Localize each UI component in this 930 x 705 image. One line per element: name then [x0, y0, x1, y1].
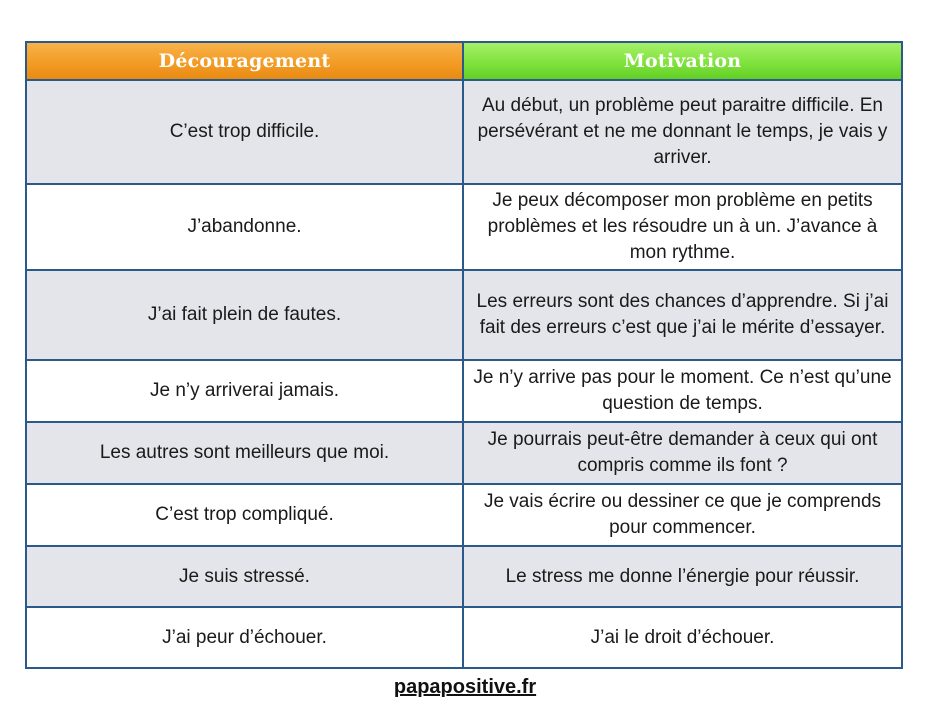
- motivation-cell: Je pourrais peut-être demander à ceux qui ont compris comme ils font ?: [463, 422, 902, 484]
- motivation-cell: Je vais écrire ou dessiner ce que je comprends pour commencer.: [463, 484, 902, 546]
- table-row: [26, 484, 902, 546]
- discouragement-cell: J’ai peur d’échouer.: [26, 607, 463, 668]
- table-row: [26, 607, 902, 668]
- motivation-cell: Je n’y arrive pas pour le moment. Ce n’est qu’une question de temps.: [463, 360, 902, 422]
- table-row: [26, 270, 902, 360]
- header-motivation: Motivation: [463, 42, 902, 80]
- comparison-table-container: [25, 41, 901, 669]
- discouragement-cell: Je suis stressé.: [26, 546, 463, 607]
- table-row: [26, 422, 902, 484]
- header-row: [26, 42, 902, 80]
- motivation-cell: Les erreurs sont des chances d’apprendre. Si j’ai fait des erreurs c’est que j’ai le mérite d’essayer.: [463, 270, 902, 360]
- table-row: [26, 546, 902, 607]
- discouragement-cell: C’est trop difficile.: [26, 80, 463, 184]
- discouragement-cell: J’ai fait plein de fautes.: [26, 270, 463, 360]
- motivation-cell: J’ai le droit d’échouer.: [463, 607, 902, 668]
- header-discouragement: Découragement: [26, 42, 463, 80]
- motivation-cell: Le stress me donne l’énergie pour réussir.: [463, 546, 902, 607]
- discouragement-cell: J’abandonne.: [26, 184, 463, 270]
- motivation-cell: Je peux décomposer mon problème en petits problèmes et les résoudre un à un. J’avance à mon rythme.: [463, 184, 902, 270]
- website-link[interactable]: papapositive.fr: [393, 676, 537, 698]
- discouragement-cell: Je n’y arriverai jamais.: [26, 360, 463, 422]
- table-row: [26, 80, 902, 184]
- discouragement-cell: Les autres sont meilleurs que moi.: [26, 422, 463, 484]
- table-row: [26, 184, 902, 270]
- motivation-cell: Au début, un problème peut paraitre difficile. En persévérant et ne me donnant le temps, je vais y arriver.: [463, 80, 902, 184]
- table-row: [26, 360, 902, 422]
- comparison-table: [25, 41, 903, 669]
- discouragement-cell: C’est trop compliqué.: [26, 484, 463, 546]
